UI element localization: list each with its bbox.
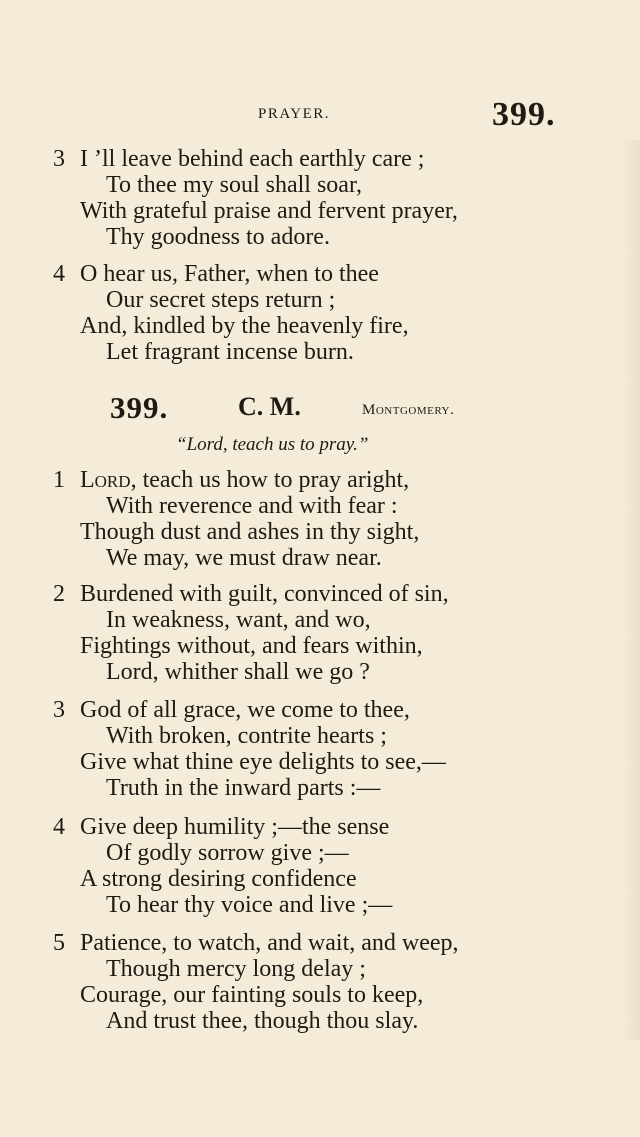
hymn-meter: C. M. [238, 392, 301, 421]
running-title: PRAYER. [258, 106, 331, 122]
stanza-number: 3 [53, 146, 65, 172]
stanza-line: We may, we must draw near. [106, 545, 382, 571]
stanza-line-rest: , teach us how to pray aright, [130, 467, 410, 493]
stanza-number: 2 [53, 581, 65, 607]
stanza-line [80, 467, 409, 493]
running-header [0, 96, 640, 133]
stanza-line: Though mercy long delay ; [106, 956, 366, 982]
stanza-line: Burdened with guilt, convinced of sin, [80, 581, 449, 607]
stanza-line: Fightings without, and fears within, [80, 633, 423, 659]
stanza-line: Our secret steps return ; [106, 287, 336, 313]
stanza-line: Patience, to watch, and wait, and weep, [80, 930, 459, 956]
stanza-number: 3 [53, 697, 65, 723]
stanza-line: Thy goodness to adore. [106, 224, 330, 250]
stanza-line: A strong desiring confidence [80, 866, 357, 892]
stanza-number: 4 [53, 814, 65, 840]
stanza-line: In weakness, want, and wo, [106, 607, 371, 633]
stanza-line: And, kindled by the heavenly fire, [80, 313, 409, 339]
hymn-author: Montgomery. [362, 402, 455, 418]
stanza-line: Though dust and ashes in thy sight, [80, 519, 420, 545]
stanza-number: 5 [53, 930, 65, 956]
stanza-line: Let fragrant incense burn. [106, 339, 354, 365]
paper-edge-shading [622, 140, 640, 1040]
stanza-line: God of all grace, we come to thee, [80, 697, 410, 723]
stanza-line: Truth in the inward parts :— [106, 775, 381, 801]
stanza-line: Give deep humility ;—the sense [80, 814, 390, 840]
stanza-line: With broken, contrite hearts ; [106, 723, 387, 749]
stanza-line: I ’ll leave behind each earthly care ; [80, 146, 425, 172]
hymn-number: 399. [110, 390, 169, 425]
stanza-line: With reverence and with fear : [106, 493, 398, 519]
stanza-line: To hear thy voice and live ;— [106, 892, 393, 918]
stanza-line: Give what thine eye delights to see,— [80, 749, 446, 775]
page-number: 399. [492, 96, 556, 133]
stanza-first-word: Lord [80, 467, 131, 493]
stanza-line: To thee my soul shall soar, [106, 172, 362, 198]
stanza-line: And trust thee, though thou slay. [106, 1008, 419, 1034]
stanza-number: 4 [53, 261, 65, 287]
hymn-subtitle: “Lord, teach us to pray.” [176, 434, 369, 455]
stanza-number: 1 [53, 467, 65, 493]
stanza-line: O hear us, Father, when to thee [80, 261, 379, 287]
hymn-header [0, 390, 640, 430]
stanza-line: Lord, whither shall we go ? [106, 659, 370, 685]
stanza-line: With grateful praise and fervent prayer, [80, 198, 458, 224]
stanza-line: Of godly sorrow give ;— [106, 840, 349, 866]
stanza-line: Courage, our fainting souls to keep, [80, 982, 424, 1008]
